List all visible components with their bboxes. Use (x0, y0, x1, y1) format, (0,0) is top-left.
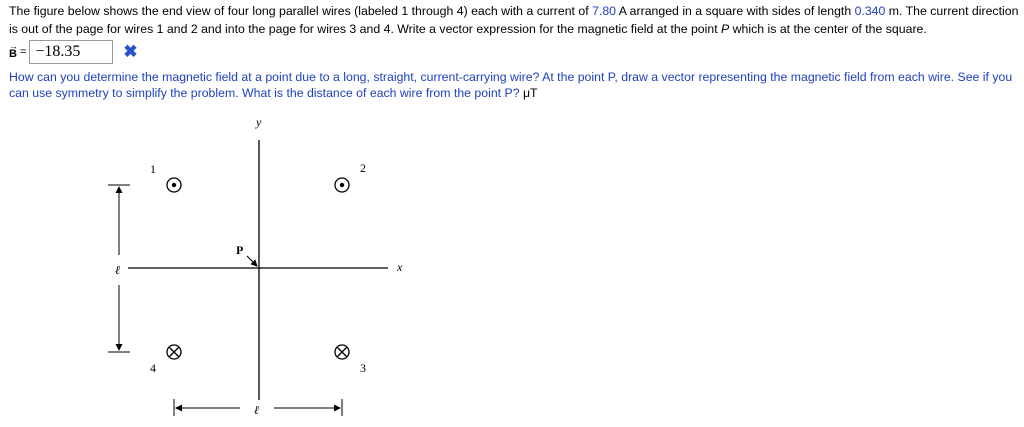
wire-2-label: 2 (360, 161, 366, 175)
answer-value: −18.35 (35, 43, 81, 60)
equals-sign: = (19, 46, 27, 58)
vertical-length-label: ℓ (115, 263, 120, 277)
wire-3-label: 3 (360, 361, 366, 375)
problem-text-3: m. The current direction is out of the page for wires 1 and 2 and into the page for wires 3 and 4. Write a vector expression for the magnetic field at the point (9, 4, 1019, 36)
horizontal-length-label: ℓ (254, 403, 259, 417)
problem-text-2: A arranged in a square with sides of length (616, 4, 855, 18)
point-p-pointer (247, 256, 257, 266)
wire-2 (335, 161, 366, 192)
wire-4 (150, 345, 181, 375)
point-name: P (721, 22, 730, 36)
wire-4-label: 4 (150, 361, 156, 375)
point-p-label: P (236, 243, 244, 257)
vertical-dimension (108, 185, 130, 352)
side-length-value: 0.340 (854, 4, 886, 18)
problem-text-1: The figure below shows the end view of four long parallel wires (labeled 1 through 4) each with a current of (9, 4, 593, 18)
current-value: 7.80 (592, 4, 616, 18)
vector-arrow: → (9, 40, 18, 51)
x-axis-label: x (397, 260, 403, 274)
wire-3 (335, 345, 366, 375)
horizontal-dimension (174, 399, 342, 417)
wire-1 (150, 162, 181, 192)
b-symbol-letter: B (9, 47, 17, 60)
wire-1-label: 1 (150, 162, 156, 176)
hint-body: How can you determine the magnetic field at a point due to a long, straight, current-carrying wire? At the point P, draw a vector representing the magnetic field from each wire. See if you can use symmetry to simplify the problem. What is the distance of each wire from the point P? (9, 70, 1013, 100)
x-mark-icon: ✖ (123, 42, 138, 61)
y-axis-label: y (256, 115, 262, 129)
problem-text-4: which is at the center of the square. (729, 22, 927, 36)
answer-unit: μT (522, 86, 538, 100)
